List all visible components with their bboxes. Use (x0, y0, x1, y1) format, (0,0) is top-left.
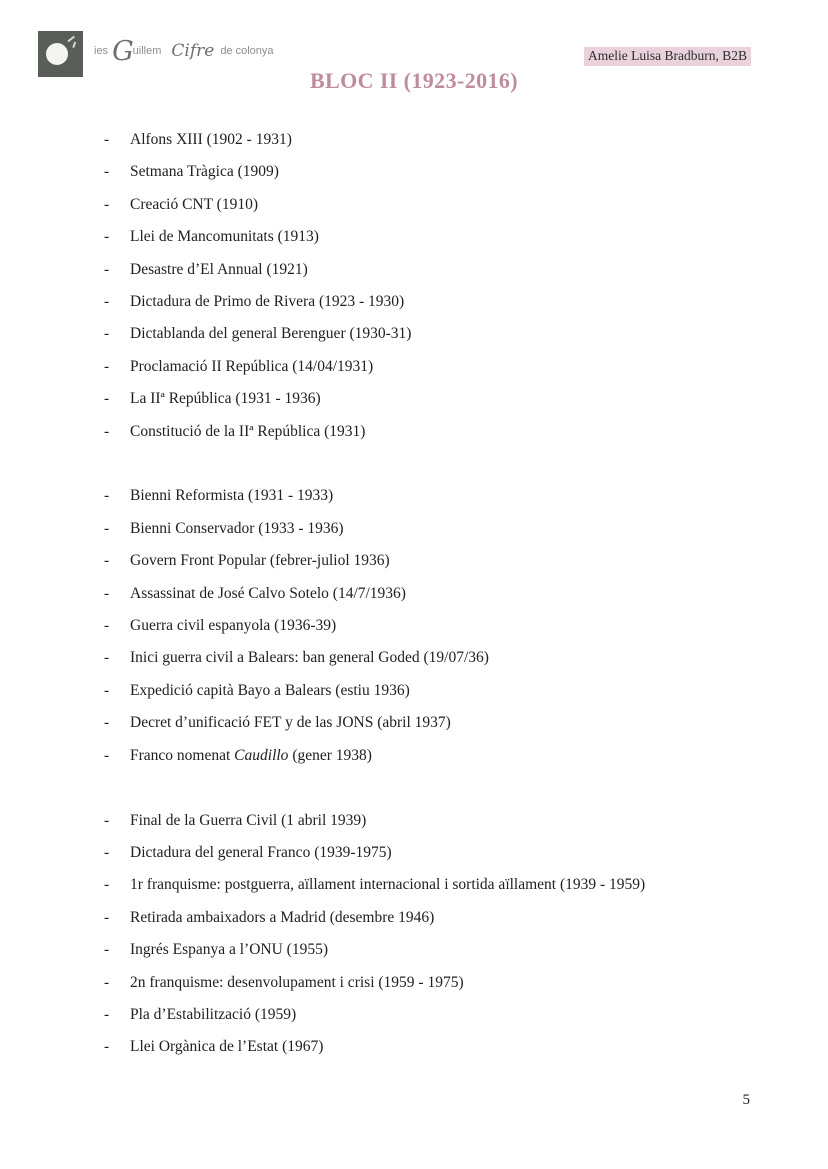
event-section (104, 805, 790, 1064)
list-item-text: Constitució de la IIª República (1931) (130, 422, 366, 440)
list-item-text: Guerra civil espanyola (1936-39) (130, 617, 337, 635)
bullet-dash: - (104, 163, 110, 181)
bullet-dash: - (104, 325, 110, 343)
list-item-text: Dictablanda del general Berenguer (1930-31) (130, 325, 412, 343)
page-number: 5 (742, 1092, 750, 1108)
bullet-dash: - (104, 973, 110, 991)
bullet-dash: - (104, 293, 110, 311)
list-item-text: Setmana Tràgica (1909) (130, 163, 279, 181)
list-item-text: Govern Front Popular (febrer-juliol 1936) (130, 552, 390, 570)
list-item (104, 837, 790, 869)
school-name-initial: G (112, 36, 133, 67)
event-list (104, 124, 790, 1064)
list-item (104, 610, 790, 642)
bullet-dash: - (104, 649, 110, 667)
bullet-dash: - (104, 260, 110, 278)
school-name-suffix: de colonya (220, 45, 274, 57)
list-item-text: 1r franquisme: postguerra, aïllament internacional i sortida aïllament (1939 - 1959) (130, 876, 646, 894)
bullet-dash: - (104, 811, 110, 829)
list-item (104, 902, 790, 934)
list-item (104, 513, 790, 545)
bullet-dash: - (104, 131, 110, 148)
bullet-dash: - (104, 1005, 110, 1023)
school-name (94, 36, 274, 67)
list-item-text: Assassinat de José Calvo Sotelo (14/7/1936) (130, 584, 406, 602)
list-item-text: 2n franquisme: desenvolupament i crisi (1959 - 1975) (130, 973, 464, 991)
list-item-text: Decret d’unificació FET y de las JONS (abril 1937) (130, 714, 451, 732)
list-item (104, 707, 790, 739)
list-item-text: Pla d’Estabilització (1959) (130, 1005, 297, 1023)
list-item-text: Expedició capità Bayo a Balears (estiu 1936) (130, 681, 410, 699)
list-item-text: Inici guerra civil a Balears: ban general Goded (19/07/36) (130, 649, 489, 667)
bullet-dash: - (104, 681, 110, 699)
logo-spark-icon (72, 42, 75, 48)
list-item-text: Final de la Guerra Civil (1 abril 1939) (130, 811, 367, 829)
bullet-dash: - (104, 519, 110, 537)
list-item-text: Dictadura del general Franco (1939-1975) (130, 843, 392, 861)
bullet-dash: - (104, 487, 110, 505)
list-item-text: Llei de Mancomunitats (1913) (130, 228, 319, 246)
list-item-text: Retirada ambaixadors a Madrid (desembre 1946) (130, 908, 435, 926)
bullet-dash: - (104, 941, 110, 959)
list-item-text: La IIª República (1931 - 1936) (130, 390, 321, 408)
bullet-dash: - (104, 746, 110, 764)
bullet-dash: - (104, 195, 110, 213)
list-item (104, 480, 790, 512)
list-item (104, 934, 790, 966)
school-surname: Cifre (171, 41, 215, 61)
list-item (104, 189, 790, 221)
bullet-dash: - (104, 357, 110, 375)
list-item-text: Llei Orgànica de l’Estat (1967) (130, 1038, 324, 1056)
list-item-text: Desastre d’El Annual (1921) (130, 260, 308, 278)
logo-circle-icon (46, 43, 68, 65)
bullet-dash: - (104, 843, 110, 861)
student-name-badge: Amelie Luisa Bradburn, B2B (584, 47, 751, 66)
list-item-text: Creació CNT (1910) (130, 195, 258, 213)
list-item (104, 675, 790, 707)
list-item-text: Dictadura de Primo de Rivera (1923 - 1930) (130, 293, 405, 311)
bullet-dash: - (104, 876, 110, 894)
list-item (104, 254, 790, 286)
list-item-text: Franco nomenat Caudillo (gener 1938) (130, 746, 372, 764)
list-item (104, 578, 790, 610)
list-item-text: Bienni Conservador (1933 - 1936) (130, 519, 344, 537)
list-item-text: Ingrés Espanya a l’ONU (1955) (130, 941, 328, 959)
list-item (104, 156, 790, 188)
list-item (104, 318, 790, 350)
school-name-rest: uillem (132, 45, 162, 57)
event-section (104, 480, 790, 772)
list-item-text: Alfons XIII (1902 - 1931) (130, 131, 292, 148)
list-item (104, 124, 790, 156)
list-item (104, 1031, 790, 1063)
list-item (104, 286, 790, 318)
list-item (104, 967, 790, 999)
bullet-dash: - (104, 714, 110, 732)
list-item (104, 805, 790, 837)
bullet-dash: - (104, 552, 110, 570)
list-item (104, 869, 790, 901)
bullet-dash: - (104, 422, 110, 440)
page-title: BLOC II (1923-2016) (309, 68, 519, 93)
list-item (104, 416, 790, 448)
list-item (104, 642, 790, 674)
list-item-text: Bienni Reformista (1931 - 1933) (130, 487, 334, 505)
school-name-prefix: ies (94, 45, 109, 57)
bullet-dash: - (104, 617, 110, 635)
bullet-dash: - (104, 908, 110, 926)
list-item (104, 383, 790, 415)
bullet-dash: - (104, 390, 110, 408)
list-item (104, 999, 790, 1031)
event-section (104, 124, 790, 448)
list-item-text: Proclamació II República (14/04/1931) (130, 357, 374, 375)
bullet-dash: - (104, 1038, 110, 1056)
list-item (104, 351, 790, 383)
bullet-dash: - (104, 584, 110, 602)
list-item (104, 545, 790, 577)
list-item (104, 221, 790, 253)
bullet-dash: - (104, 228, 110, 246)
list-item (104, 740, 790, 772)
